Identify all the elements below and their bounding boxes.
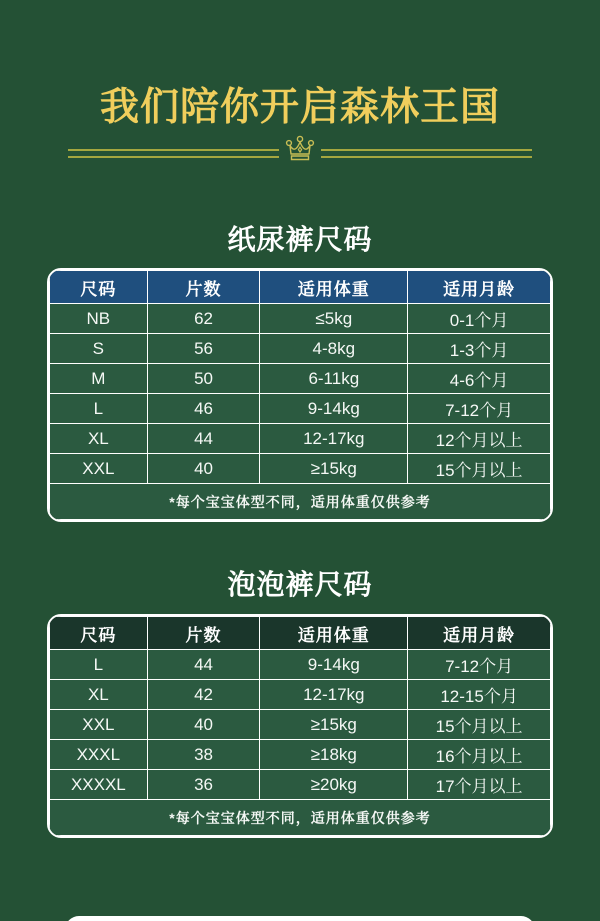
- size-cell: 4-8kg: [260, 334, 408, 364]
- size-cell: S: [50, 334, 148, 364]
- size-row: [50, 334, 551, 364]
- footnote-row: [50, 800, 551, 836]
- column-header: 适用月龄: [408, 617, 551, 650]
- size-cell: 40: [147, 454, 260, 484]
- divider-line-left: [68, 149, 279, 158]
- header-row: [50, 617, 551, 650]
- column-header: 尺码: [50, 271, 148, 304]
- size-cell: 12-17kg: [260, 424, 408, 454]
- size-cell: 62: [147, 304, 260, 334]
- next-section-card-top: [65, 916, 535, 921]
- header-row: [50, 271, 551, 304]
- size-row: [50, 394, 551, 424]
- title-divider: [68, 141, 532, 165]
- column-header: 尺码: [50, 617, 148, 650]
- size-cell: 4-6个月: [408, 364, 551, 394]
- table-footnote: *每个宝宝体型不同，适用体重仅供参考: [50, 484, 551, 520]
- size-cell: 0-1个月: [408, 304, 551, 334]
- size-cell: 7-12个月: [408, 650, 551, 680]
- size-row: [50, 364, 551, 394]
- size-cell: ≥15kg: [260, 710, 408, 740]
- size-cell: 44: [147, 650, 260, 680]
- size-cell: 44: [147, 424, 260, 454]
- table-footnote: *每个宝宝体型不同，适用体重仅供参考: [50, 800, 551, 836]
- size-cell: 40: [147, 710, 260, 740]
- size-cell: 7-12个月: [408, 394, 551, 424]
- size-cell: ≤5kg: [260, 304, 408, 334]
- size-cell: 16个月以上: [408, 740, 551, 770]
- size-cell: 6-11kg: [260, 364, 408, 394]
- size-cell: XXL: [50, 710, 148, 740]
- size-cell: M: [50, 364, 148, 394]
- column-header: 适用体重: [260, 617, 408, 650]
- column-header: 适用体重: [260, 271, 408, 304]
- column-header: 片数: [147, 271, 260, 304]
- column-header: 适用月龄: [408, 271, 551, 304]
- diaper-size-table: [47, 268, 553, 522]
- size-cell: L: [50, 650, 148, 680]
- size-row: [50, 710, 551, 740]
- size-cell: XXXXL: [50, 770, 148, 800]
- size-cell: ≥15kg: [260, 454, 408, 484]
- size-cell: 9-14kg: [260, 394, 408, 424]
- size-row: [50, 740, 551, 770]
- size-cell: 38: [147, 740, 260, 770]
- divider-line-right: [321, 149, 532, 158]
- size-row: [50, 650, 551, 680]
- section-title-diaper: 纸尿裤尺码: [227, 224, 373, 255]
- size-cell: 1-3个月: [408, 334, 551, 364]
- section-title-pants: 泡泡裤尺码: [227, 569, 373, 600]
- size-cell: XL: [50, 424, 148, 454]
- size-cell: 12-17kg: [260, 680, 408, 710]
- size-cell: L: [50, 394, 148, 424]
- size-cell: 46: [147, 394, 260, 424]
- size-cell: 42: [147, 680, 260, 710]
- size-cell: ≥18kg: [260, 740, 408, 770]
- page-title: 我们陪你开启森林王国: [99, 86, 500, 129]
- size-cell: 17个月以上: [408, 770, 551, 800]
- size-row: [50, 304, 551, 334]
- size-cell: 12-15个月: [408, 680, 551, 710]
- size-cell: 15个月以上: [408, 710, 551, 740]
- size-cell: NB: [50, 304, 148, 334]
- size-row: [50, 454, 551, 484]
- size-cell: XXL: [50, 454, 148, 484]
- pants-size-table: [47, 614, 553, 838]
- size-cell: 12个月以上: [408, 424, 551, 454]
- size-row: [50, 680, 551, 710]
- size-cell: 9-14kg: [260, 650, 408, 680]
- size-cell: 56: [147, 334, 260, 364]
- size-cell: 50: [147, 364, 260, 394]
- footnote-row: [50, 484, 551, 520]
- size-row: [50, 424, 551, 454]
- size-cell: XL: [50, 680, 148, 710]
- size-cell: ≥20kg: [260, 770, 408, 800]
- crown-icon: [284, 135, 316, 167]
- size-row: [50, 770, 551, 800]
- size-cell: XXXL: [50, 740, 148, 770]
- size-cell: 15个月以上: [408, 454, 551, 484]
- column-header: 片数: [147, 617, 260, 650]
- size-cell: 36: [147, 770, 260, 800]
